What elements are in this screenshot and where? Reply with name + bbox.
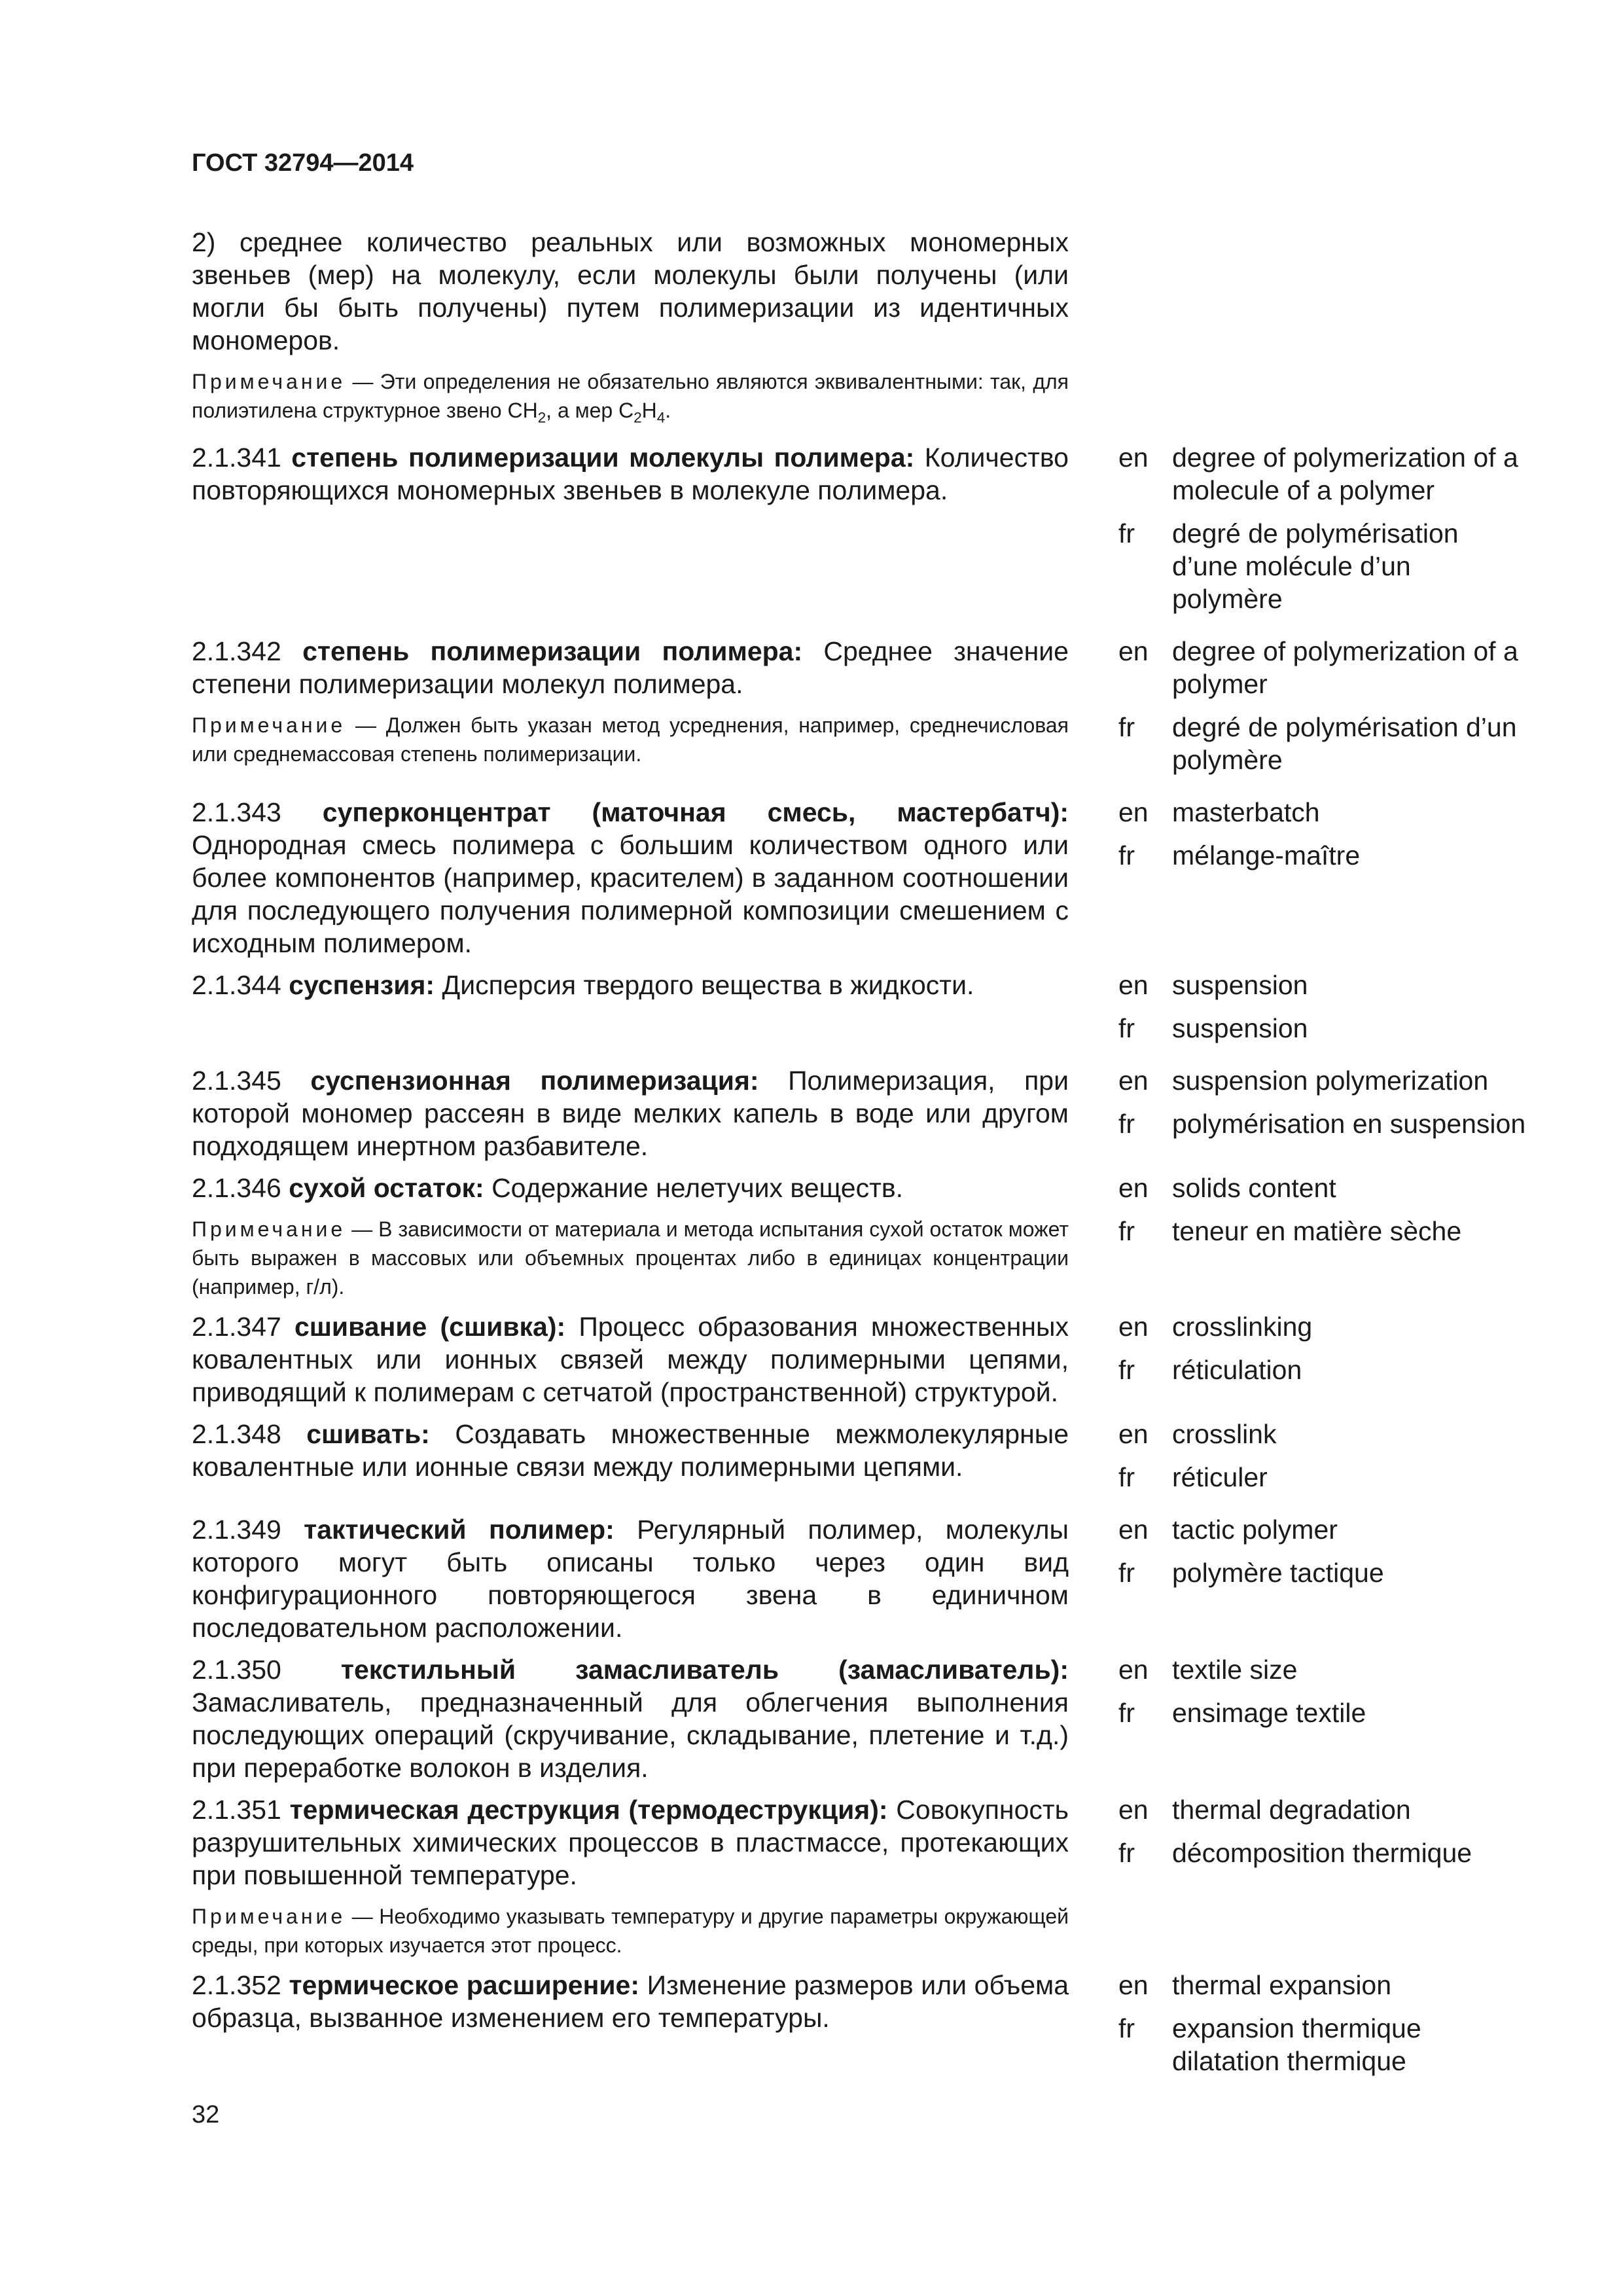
translation-en (1118, 635, 1527, 700)
term-number: 2.1.346 (192, 1173, 289, 1204)
term-definition-column (192, 1418, 1069, 1504)
term-name: тактический полимер: (304, 1515, 615, 1545)
english-term: thermal degradation (1172, 1795, 1411, 1825)
translation-fr (1118, 1837, 1527, 1869)
translations (1118, 1172, 1527, 1301)
term-name: сшивать: (306, 1419, 430, 1450)
translation-fr (1118, 1696, 1527, 1729)
english-term: degree of polymerization of a molecule of a polymer (1172, 442, 1518, 506)
translations (1118, 796, 1527, 960)
translations (1118, 1418, 1527, 1504)
term-name: текстильный замасливатель (замасливатель): (340, 1655, 1069, 1685)
term-number: 2.1.349 (192, 1515, 304, 1545)
lang-code: fr (1118, 840, 1135, 871)
term-definition-column (192, 441, 1069, 626)
term-number: 2.1.343 (192, 797, 323, 828)
term-definition (192, 1969, 1069, 2034)
french-term: expansion thermique dilatation thermique (1172, 2013, 1421, 2077)
term-number: 2.1.351 (192, 1795, 290, 1825)
term-name: степень полимеризации молекулы полимера: (291, 442, 915, 473)
term-name: суспензионная полимеризация: (310, 1066, 759, 1096)
french-term: polymérisation en suspension (1172, 1109, 1526, 1139)
lang-code: en (1118, 636, 1149, 667)
definition-text: Однородная смесь полимера с большим количеством одного или более компонентов (например, красителем) в заданном соотношении для последующего получения полимерной композиции смешением с исходным полимером. (192, 830, 1069, 959)
note-text: . (665, 399, 671, 422)
term-entry (192, 796, 1527, 960)
translations (1118, 1513, 1527, 1644)
translation-en (1118, 1064, 1527, 1097)
definition-text: Содержание нелетучих веществ. (484, 1173, 904, 1204)
term-number: 2.1.342 (192, 636, 303, 667)
term-number: 2.1.347 (192, 1312, 294, 1342)
french-term: ensimage textile (1172, 1698, 1366, 1729)
note-text: — Эти определения не обязательно являются эквивалентными: так, для полиэтилена структурное звено CH (192, 370, 1069, 422)
lang-code: fr (1118, 518, 1135, 549)
translations (1118, 1793, 1527, 1960)
term-number: 2.1.350 (192, 1655, 341, 1685)
english-term: masterbatch (1172, 797, 1320, 828)
translation-fr (1118, 1012, 1527, 1045)
translation-fr (1118, 1354, 1527, 1386)
term-number: 2.1.344 (192, 970, 289, 1001)
subscript: 4 (656, 409, 666, 426)
lang-code: fr (1118, 712, 1135, 743)
term-definition (192, 1310, 1069, 1408)
translation-fr (1118, 1461, 1527, 1494)
definition-text: Замасливатель, предназначенный для облегчения выполнения последующих операций (скручивание, складывание, плетение и т.д.) при переработке волокон в изделия. (192, 1687, 1069, 1784)
translation-en (1118, 1513, 1527, 1546)
definition-text: Создавать множественные межмолекулярные ковалентные или ионные связи между полимерными цепями. (192, 1419, 1069, 1482)
translation-en (1118, 1172, 1527, 1204)
translation-en (1118, 969, 1527, 1001)
lang-code: en (1118, 1312, 1149, 1342)
translation-fr (1118, 1215, 1527, 1247)
translation-fr (1118, 711, 1527, 776)
lang-code: en (1118, 1970, 1149, 2001)
english-term: crosslinking (1172, 1312, 1313, 1342)
definition-text: Процесс образования множественных ковалентных или ионных связей между полимерными цепями, приводящий к полимерам с сетчатой (пространственной) структурой. (192, 1312, 1069, 1408)
term-entry (192, 1310, 1527, 1408)
translation-fr (1118, 839, 1527, 872)
definition-text: Совокупность разрушительных химических процессов в пластмассе, протекающих при повышенной температуре. (192, 1795, 1069, 1891)
translation-en (1118, 1793, 1527, 1826)
english-term: suspension (1172, 970, 1308, 1001)
term-definition (192, 441, 1069, 507)
translations (1118, 635, 1527, 787)
term-name: степень полимеризации полимера: (302, 636, 803, 667)
lang-code: fr (1118, 1838, 1135, 1869)
intro-note (192, 367, 1069, 432)
term-definition-column (192, 969, 1069, 1055)
term-entry (192, 1513, 1527, 1644)
lang-code: fr (1118, 1698, 1135, 1729)
term-number: 2.1.345 (192, 1066, 311, 1096)
note-label: Примечание (192, 1905, 346, 1929)
note-text: H (641, 399, 657, 422)
english-term: textile size (1172, 1655, 1298, 1685)
translation-en (1118, 796, 1527, 829)
term-entry (192, 635, 1527, 787)
translations (1118, 1064, 1527, 1162)
lang-code: en (1118, 970, 1149, 1001)
translation-fr (1118, 2012, 1527, 2077)
lang-code: fr (1118, 1558, 1135, 1588)
term-definition (192, 1172, 1069, 1204)
note-label: Примечание (192, 713, 346, 738)
lang-code: fr (1118, 1109, 1135, 1139)
term-entry (192, 1653, 1527, 1784)
term-definition-column (192, 635, 1069, 787)
term-definition (192, 1513, 1069, 1644)
term-definition (192, 635, 1069, 700)
term-definition (192, 969, 1069, 1001)
term-definition-column (192, 1513, 1069, 1644)
term-definition-column (192, 1793, 1069, 1960)
lang-code: fr (1118, 1355, 1135, 1386)
lang-code: en (1118, 442, 1149, 473)
definition-text: Полимеризация, при которой мономер рассеян в виде мелких капель в воде или другом подходящем инертном разбавителе. (192, 1066, 1069, 1162)
term-definition (192, 1793, 1069, 1892)
french-term: réticulation (1172, 1355, 1302, 1386)
term-name: суперконцентрат (маточная смесь, мастербатч): (322, 797, 1069, 828)
translation-fr (1118, 1556, 1527, 1589)
french-term: mélange-maître (1172, 840, 1361, 871)
term-entry (192, 1064, 1527, 1162)
lang-code: en (1118, 797, 1149, 828)
english-term: tactic polymer (1172, 1515, 1338, 1545)
french-term: décomposition thermique (1172, 1838, 1472, 1869)
english-term: degree of polymerization of a polymer (1172, 636, 1518, 700)
lang-code: fr (1118, 1216, 1135, 1247)
term-definition-column (192, 1064, 1069, 1162)
translations (1118, 1310, 1527, 1408)
translation-en (1118, 1310, 1527, 1343)
lang-code: en (1118, 1173, 1149, 1204)
term-definition (192, 1418, 1069, 1483)
term-name: термическое расширение: (289, 1970, 639, 2001)
lang-code: fr (1118, 2013, 1135, 2044)
note-text: — Необходимо указывать температуру и другие параметры окружающей среды, при которых изучается этот процесс. (192, 1905, 1069, 1958)
french-term: degré de polymérisation d’un polymère (1172, 712, 1517, 776)
term-name: термическая деструкция (термодеструкция): (289, 1795, 888, 1825)
term-note (192, 1902, 1069, 1960)
subscript: 2 (537, 409, 546, 426)
term-note (192, 1215, 1069, 1301)
french-term: suspension (1172, 1013, 1308, 1044)
term-entries (192, 441, 1527, 2088)
french-term: degré de polymérisation d’une molécule d’un polymère (1172, 518, 1459, 615)
translation-en (1118, 1969, 1527, 2001)
term-definition (192, 1064, 1069, 1162)
term-number: 2.1.341 (192, 442, 292, 473)
definition-text: Дисперсия твердого вещества в жидкости. (435, 970, 974, 1001)
french-term: réticuler (1172, 1462, 1268, 1493)
lang-code: en (1118, 1066, 1149, 1096)
english-term: solids content (1172, 1173, 1336, 1204)
translation-en (1118, 1418, 1527, 1450)
translations (1118, 1653, 1527, 1784)
term-definition (192, 1653, 1069, 1784)
definition-text: Среднее значение степени полимеризации молекул полимера. (192, 636, 1069, 700)
page-number: 32 (192, 2101, 220, 2128)
translation-en (1118, 1653, 1527, 1686)
definition-text: Регулярный полимер, молекулы которого могут быть описаны только через один вид конфигурационного повторяющегося звена в единичном последовательном расположении. (192, 1515, 1069, 1643)
term-entry (192, 969, 1527, 1055)
english-term: suspension polymerization (1172, 1066, 1489, 1096)
definition-text: Количество повторяющихся мономерных звеньев в молекуле полимера. (192, 442, 1069, 506)
translations (1118, 441, 1527, 626)
lang-code: fr (1118, 1462, 1135, 1493)
term-entry (192, 1418, 1527, 1504)
term-name: сшивание (сшивка): (294, 1312, 566, 1342)
note-text: — В зависимости от материала и метода испытания сухой остаток может быть выражен в массовых или объемных процентах либо в единицах концентрации (например, г/л). (192, 1217, 1069, 1299)
term-definition-column (192, 1969, 1069, 2088)
intro-paragraph: 2) среднее количество реальных или возможных мономерных звеньев (мер) на молекулу, если молекулы были получены (или могли бы быть получены) путем полимеризации из идентичных мономеров. (192, 227, 1069, 355)
term-definition-column (192, 1172, 1069, 1301)
translations (1118, 1969, 1527, 2088)
term-entry (192, 1172, 1527, 1301)
term-number: 2.1.348 (192, 1419, 307, 1450)
lang-code: fr (1118, 1013, 1135, 1044)
term-definition-column (192, 796, 1069, 960)
document-header: ГОСТ 32794—2014 (192, 149, 414, 177)
english-term: crosslink (1172, 1419, 1277, 1450)
term-definition-column (192, 1653, 1069, 1784)
term-definition (192, 796, 1069, 960)
french-term: teneur en matière sèche (1172, 1216, 1462, 1247)
term-note (192, 711, 1069, 768)
translation-fr (1118, 1107, 1527, 1140)
term-entry (192, 1969, 1527, 2088)
lang-code: en (1118, 1515, 1149, 1545)
term-name: суспензия: (289, 970, 435, 1001)
lang-code: en (1118, 1795, 1149, 1825)
term-entry (192, 441, 1527, 626)
lang-code: en (1118, 1419, 1149, 1450)
term-definition-column (192, 1310, 1069, 1408)
subscript: 2 (633, 409, 642, 426)
note-text: — Должен быть указан метод усреднения, например, среднечисловая или среднемассовая степень полимеризации. (192, 713, 1069, 766)
note-text: , а мер C (546, 399, 634, 422)
translations (1118, 969, 1527, 1055)
note-label: Примечание (192, 1217, 346, 1242)
note-label: Примечание (192, 370, 346, 393)
page-content (192, 226, 1527, 2088)
term-name: сухой остаток: (289, 1173, 484, 1204)
french-term: polymère tactique (1172, 1558, 1384, 1588)
lang-code: en (1118, 1655, 1149, 1685)
translation-en (1118, 441, 1527, 507)
english-term: thermal expansion (1172, 1970, 1392, 2001)
term-number: 2.1.352 (192, 1970, 289, 2001)
term-entry (192, 1793, 1527, 1960)
translation-fr (1118, 517, 1527, 615)
definition-text: Изменение размеров или объема образца, вызванное изменением его температуры. (192, 1970, 1069, 2034)
